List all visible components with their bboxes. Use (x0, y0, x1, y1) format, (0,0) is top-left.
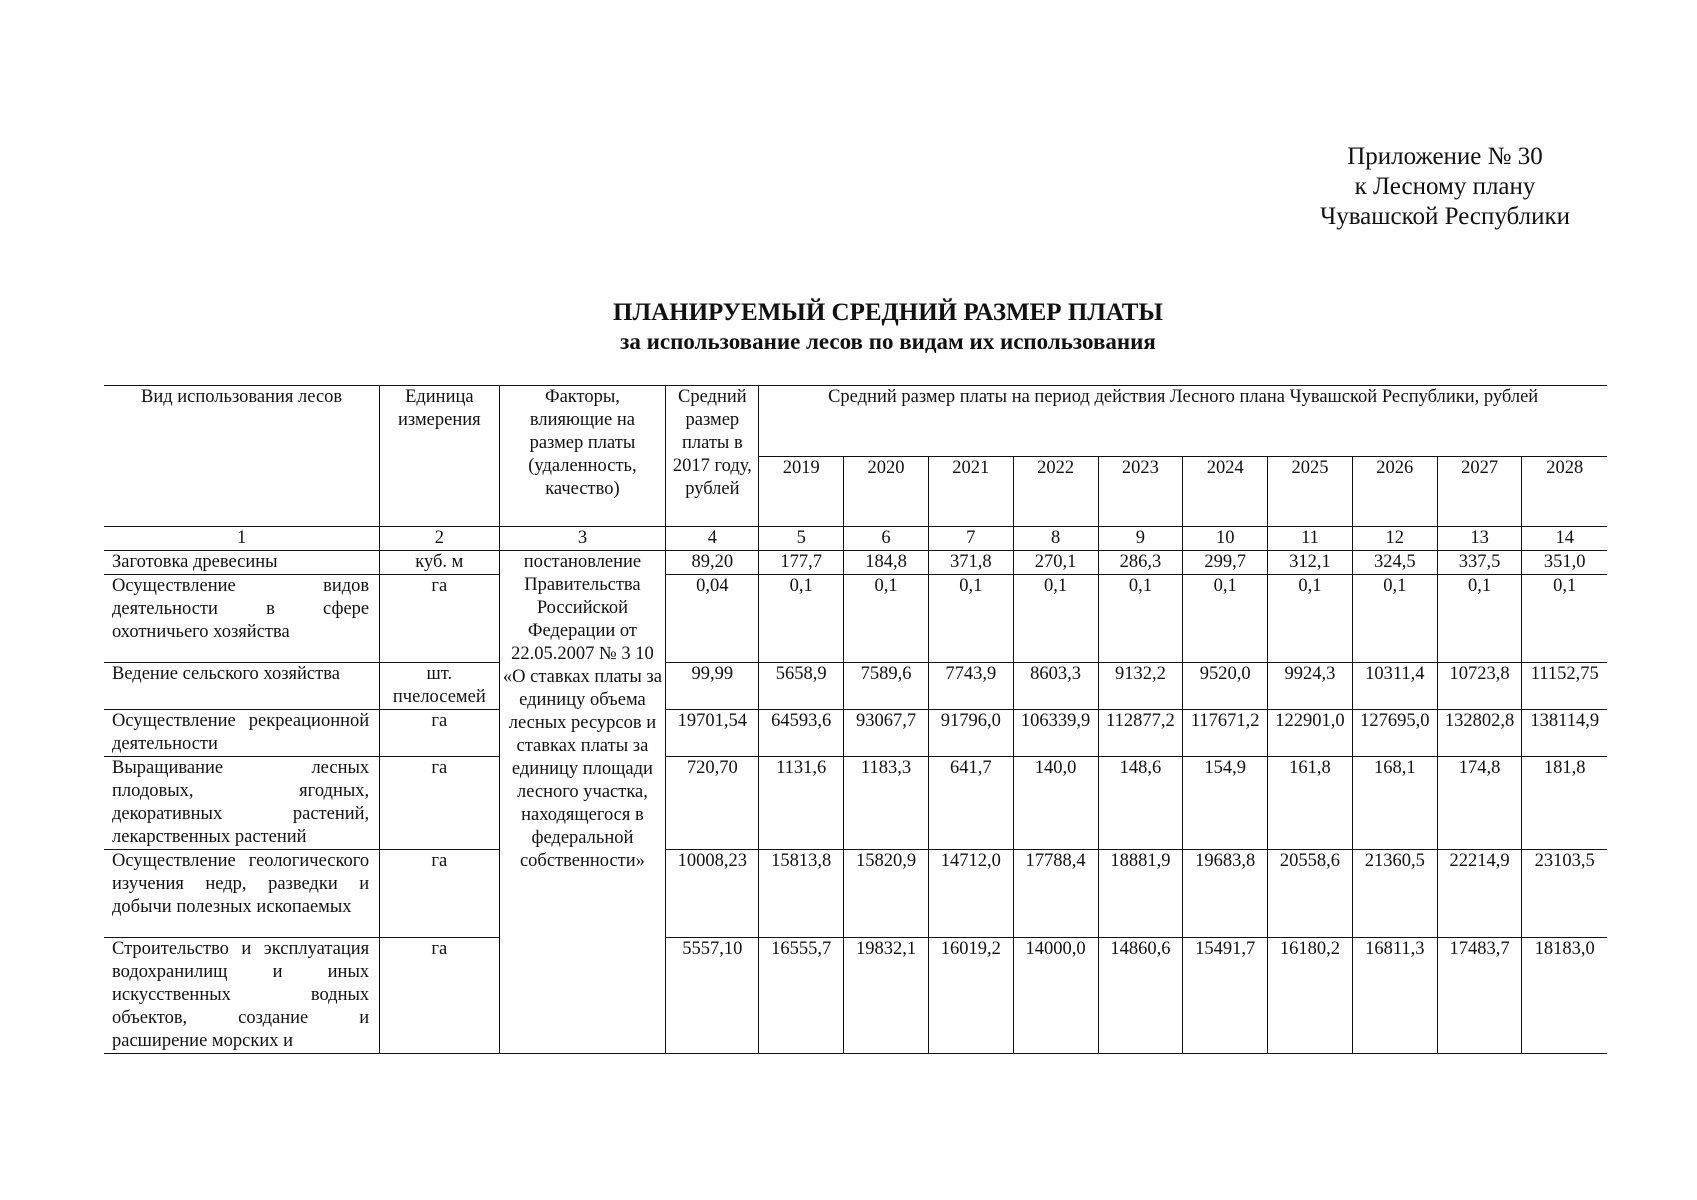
unit-cell: га (380, 757, 499, 850)
header-factors: Факторы, влияющие на размер платы (удаленность, качество) (499, 386, 666, 527)
header-year-2027: 2027 (1437, 456, 1522, 527)
value-cell-2025: 312,1 (1268, 551, 1353, 575)
title-line-1: ПЛАНИРУЕМЫЙ СРЕДНИЙ РАЗМЕР ПЛАТЫ (613, 299, 1163, 326)
header-year-2028: 2028 (1522, 456, 1607, 527)
column-number-1: 1 (104, 527, 380, 551)
usage-type-cell: Осуществление рекреационной деятельности (104, 710, 380, 757)
column-number-9: 9 (1098, 527, 1183, 551)
base-2017-cell: 89,20 (666, 551, 759, 575)
unit-cell: шт. пчелосемей (380, 663, 499, 710)
header-unit: Единица измерения (380, 386, 499, 527)
base-2017-cell: 5557,10 (666, 938, 759, 1054)
value-cell-2025: 0,1 (1268, 575, 1353, 663)
document-title (0, 298, 1697, 356)
value-cell-2028: 138114,9 (1522, 710, 1607, 757)
factor-cell: постановление Правительства Российской Федерации от 22.05.2007 № 3 10 «О ставках платы за единицу объема лесных ресурсов и ставках платы за единицу площади лесного участка, находящегося в федеральной собственности» (499, 551, 666, 1054)
column-numbers-row (104, 527, 1607, 551)
header-usage-type: Вид использования лесов (104, 386, 380, 527)
column-number-8: 8 (1013, 527, 1098, 551)
value-cell-2026: 324,5 (1352, 551, 1437, 575)
value-cell-2028: 181,8 (1522, 757, 1607, 850)
usage-type-cell: Строительство и эксплуатация водохранилищ и иных искусственных водных объектов, создание и расширение морских и (104, 938, 380, 1054)
column-number-12: 12 (1352, 527, 1437, 551)
value-cell-2022: 8603,3 (1013, 663, 1098, 710)
value-cell-2024: 19683,8 (1183, 850, 1268, 938)
value-cell-2027: 0,1 (1437, 575, 1522, 663)
value-cell-2020: 7589,6 (844, 663, 929, 710)
column-number-4: 4 (666, 527, 759, 551)
table-row (104, 663, 1607, 710)
value-cell-2021: 91796,0 (928, 710, 1013, 757)
value-cell-2025: 20558,6 (1268, 850, 1353, 938)
value-cell-2024: 9520,0 (1183, 663, 1268, 710)
value-cell-2021: 16019,2 (928, 938, 1013, 1054)
header-year-2025: 2025 (1268, 456, 1353, 527)
table-row (104, 575, 1607, 663)
value-cell-2020: 1183,3 (844, 757, 929, 850)
value-cell-2022: 0,1 (1013, 575, 1098, 663)
column-number-7: 7 (928, 527, 1013, 551)
value-cell-2023: 112877,2 (1098, 710, 1183, 757)
value-cell-2021: 641,7 (928, 757, 1013, 850)
value-cell-2021: 0,1 (928, 575, 1013, 663)
title-line-2: за использование лесов по видам их использования (620, 329, 1156, 354)
value-cell-2020: 0,1 (844, 575, 929, 663)
value-cell-2020: 93067,7 (844, 710, 929, 757)
value-cell-2025: 161,8 (1268, 757, 1353, 850)
value-cell-2026: 0,1 (1352, 575, 1437, 663)
header-year-2026: 2026 (1352, 456, 1437, 527)
table-row (104, 710, 1607, 757)
value-cell-2026: 168,1 (1352, 757, 1437, 850)
value-cell-2019: 177,7 (759, 551, 844, 575)
column-number-14: 14 (1522, 527, 1607, 551)
value-cell-2022: 106339,9 (1013, 710, 1098, 757)
base-2017-cell: 19701,54 (666, 710, 759, 757)
appendix-line-3: Чувашской Республики (1319, 203, 1571, 230)
header-year-2022: 2022 (1013, 456, 1098, 527)
value-cell-2025: 9924,3 (1268, 663, 1353, 710)
value-cell-2022: 270,1 (1013, 551, 1098, 575)
appendix-note (1280, 142, 1610, 232)
value-cell-2019: 0,1 (759, 575, 844, 663)
unit-cell: га (380, 850, 499, 938)
table-row (104, 757, 1607, 850)
value-cell-2024: 0,1 (1183, 575, 1268, 663)
header-year-2019: 2019 (759, 456, 844, 527)
unit-cell: га (380, 575, 499, 663)
table-row (104, 850, 1607, 938)
header-year-2021: 2021 (928, 456, 1013, 527)
value-cell-2026: 10311,4 (1352, 663, 1437, 710)
header-year-2020: 2020 (844, 456, 929, 527)
value-cell-2024: 117671,2 (1183, 710, 1268, 757)
value-cell-2021: 14712,0 (928, 850, 1013, 938)
usage-type-cell: Осуществление видов деятельности в сфере охотничьего хозяйства (104, 575, 380, 663)
value-cell-2027: 10723,8 (1437, 663, 1522, 710)
base-2017-cell: 720,70 (666, 757, 759, 850)
value-cell-2028: 23103,5 (1522, 850, 1607, 938)
appendix-line-2: к Лесному плану (1354, 173, 1536, 200)
header-base-2017: Средний размер платы в 2017 году, рублей (666, 386, 759, 527)
value-cell-2025: 16180,2 (1268, 938, 1353, 1054)
value-cell-2022: 14000,0 (1013, 938, 1098, 1054)
value-cell-2023: 148,6 (1098, 757, 1183, 850)
usage-type-cell: Ведение сельского хозяйства (104, 663, 380, 710)
value-cell-2023: 18881,9 (1098, 850, 1183, 938)
table-body (104, 551, 1607, 1054)
value-cell-2024: 15491,7 (1183, 938, 1268, 1054)
value-cell-2024: 154,9 (1183, 757, 1268, 850)
unit-cell: га (380, 710, 499, 757)
value-cell-2024: 299,7 (1183, 551, 1268, 575)
value-cell-2027: 22214,9 (1437, 850, 1522, 938)
column-number-11: 11 (1268, 527, 1353, 551)
value-cell-2019: 1131,6 (759, 757, 844, 850)
value-cell-2019: 15813,8 (759, 850, 844, 938)
value-cell-2026: 21360,5 (1352, 850, 1437, 938)
usage-type-cell: Осуществление геологического изучения недр, разведки и добычи полезных ископаемых (104, 850, 380, 938)
value-cell-2023: 286,3 (1098, 551, 1183, 575)
column-number-6: 6 (844, 527, 929, 551)
value-cell-2028: 0,1 (1522, 575, 1607, 663)
header-period-span: Средний размер платы на период действия Лесного плана Чувашской Республики, рублей (759, 386, 1607, 457)
value-cell-2026: 16811,3 (1352, 938, 1437, 1054)
value-cell-2019: 5658,9 (759, 663, 844, 710)
value-cell-2023: 9132,2 (1098, 663, 1183, 710)
value-cell-2020: 19832,1 (844, 938, 929, 1054)
value-cell-2019: 64593,6 (759, 710, 844, 757)
base-2017-cell: 10008,23 (666, 850, 759, 938)
column-number-3: 3 (499, 527, 666, 551)
value-cell-2027: 337,5 (1437, 551, 1522, 575)
value-cell-2028: 11152,75 (1522, 663, 1607, 710)
header-year-2024: 2024 (1183, 456, 1268, 527)
base-2017-cell: 99,99 (666, 663, 759, 710)
base-2017-cell: 0,04 (666, 575, 759, 663)
unit-cell: га (380, 938, 499, 1054)
value-cell-2020: 15820,9 (844, 850, 929, 938)
usage-type-cell: Заготовка древесины (104, 551, 380, 575)
value-cell-2027: 17483,7 (1437, 938, 1522, 1054)
value-cell-2028: 351,0 (1522, 551, 1607, 575)
usage-type-cell: Выращивание лесных плодовых, ягодных, декоративных растений, лекарственных растений (104, 757, 380, 850)
value-cell-2028: 18183,0 (1522, 938, 1607, 1054)
value-cell-2020: 184,8 (844, 551, 929, 575)
appendix-line-1: Приложение № 30 (1347, 143, 1543, 170)
unit-cell: куб. м (380, 551, 499, 575)
column-number-13: 13 (1437, 527, 1522, 551)
column-number-10: 10 (1183, 527, 1268, 551)
value-cell-2021: 371,8 (928, 551, 1013, 575)
value-cell-2019: 16555,7 (759, 938, 844, 1054)
value-cell-2021: 7743,9 (928, 663, 1013, 710)
value-cell-2022: 140,0 (1013, 757, 1098, 850)
header-year-2023: 2023 (1098, 456, 1183, 527)
column-number-2: 2 (380, 527, 499, 551)
column-number-5: 5 (759, 527, 844, 551)
value-cell-2023: 14860,6 (1098, 938, 1183, 1054)
value-cell-2027: 132802,8 (1437, 710, 1522, 757)
value-cell-2022: 17788,4 (1013, 850, 1098, 938)
table-row (104, 938, 1607, 1054)
value-cell-2027: 174,8 (1437, 757, 1522, 850)
value-cell-2023: 0,1 (1098, 575, 1183, 663)
value-cell-2025: 122901,0 (1268, 710, 1353, 757)
payment-table (104, 385, 1607, 1054)
table-row (104, 551, 1607, 575)
value-cell-2026: 127695,0 (1352, 710, 1437, 757)
